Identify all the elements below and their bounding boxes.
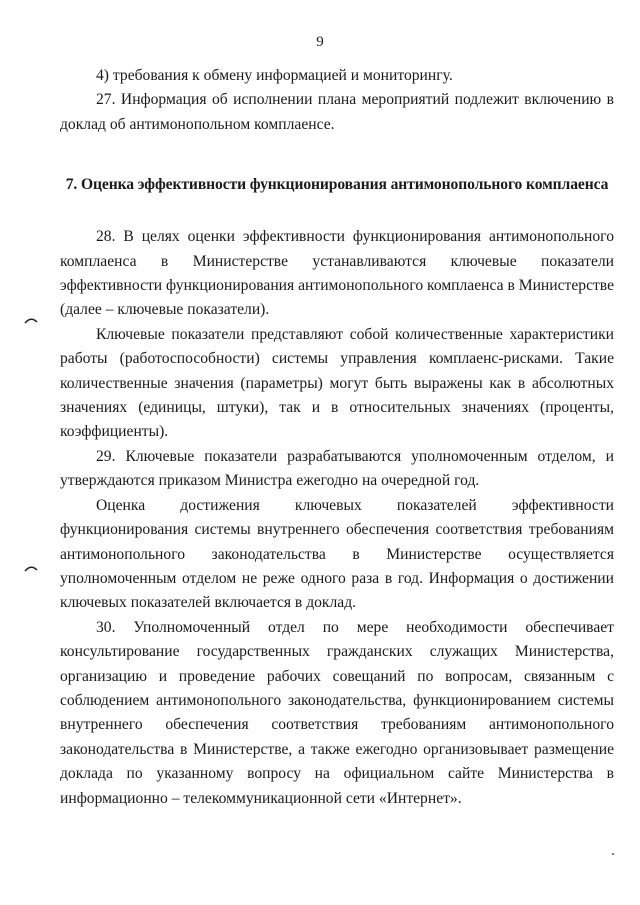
- paragraph-27: 27. Информация об исполнении плана мероприятий подлежит включению в доклад об антимонопольном комплаенсе.: [60, 91, 614, 133]
- paragraph-29: 29. Ключевые показатели разрабатываются уполномоченным отделом, и утверждаются приказом Министра ежегодно на очередной год.: [60, 447, 614, 490]
- paragraph-28: 28. В целях оценки эффективности функционирования антимонопольного комплаенса в Министерстве устанавливаются ключевые показатели эффективности функционирования антимонопольного комплаенса в Министерстве (далее – ключевые показатели).: [60, 228, 614, 319]
- margin-hole-punch-mark-bottom: [24, 564, 38, 572]
- document-body: [60, 64, 614, 811]
- paragraph-30: 30. Уполномоченный отдел по мере необходимости обеспечивает консультирование государственных гражданских служащих Министерства, организацию и проведение рабочих совещаний по вопросам, связанным с соблюдением антимонопольного законодательства, функционированием системы внутреннего обеспечения соответствия требованиям антимонопольного законодательства в Министерстве, а также ежегодно организовывает размещение доклада по указанному вопросу на официальном сайте Министерства в информационно – телекоммуникационной сети «Интернет».: [60, 618, 614, 807]
- scan-speck: [612, 853, 614, 855]
- paragraph-assessment: Оценка достижения ключевых показателей эффективности функционирования системы внутреннего обеспечения соответствия требованиям антимонопольного законодательства в Министерстве осуществляется уполномоченным отделом не реже одного раза в год. Информация о достижении ключевых показателей включается в доклад.: [60, 496, 614, 612]
- page-number: 9: [316, 34, 324, 50]
- section-heading: 7. Оценка эффективности функционирования антимонопольного комплаенса: [65, 176, 609, 194]
- margin-hole-punch-mark-top: [24, 316, 38, 324]
- paragraph-key-indicators: Ключевые показатели представляют собой количественные характеристики работы (работоспособности) системы управления комплаенс-рисками. Такие количественные значения (параметры) могут быть выражены как в абсолютных значениях (единицы, штуки), так и в относительных значениях (проценты, коэффициенты).: [60, 325, 614, 441]
- paragraph-item-4: 4) требования к обмену информацией и мониторингу.: [96, 67, 453, 84]
